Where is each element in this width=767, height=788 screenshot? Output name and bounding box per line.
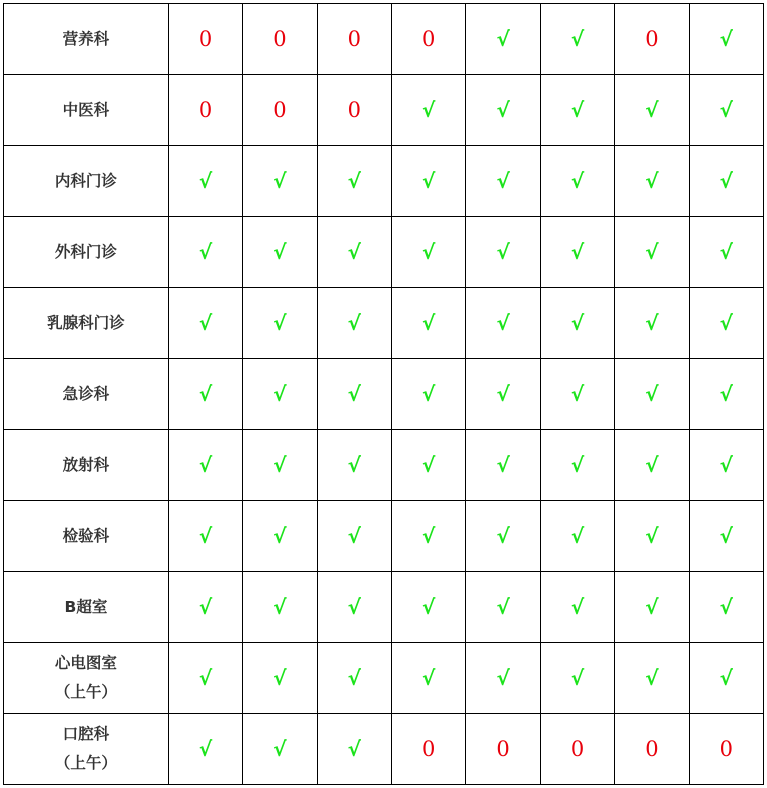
check-mark-icon: √ [273,453,287,477]
check-mark-icon: √ [198,453,213,477]
status-cell [243,288,317,359]
department-cell [4,146,169,217]
check-mark-icon: √ [422,240,436,264]
check-mark-icon: √ [570,666,585,690]
check-mark-icon: √ [422,595,436,619]
status-cell [466,430,540,501]
status-cell [540,714,614,785]
status-cell [392,714,466,785]
check-mark-icon: √ [645,666,659,690]
department-note: （上午） [54,683,117,701]
status-cell [392,643,466,714]
table-row [4,288,764,359]
check-mark-icon: √ [273,382,287,406]
check-mark-icon: √ [273,666,287,690]
status-cell [540,430,614,501]
table-body [4,4,764,785]
status-cell [540,4,614,75]
check-mark-icon: √ [347,737,361,761]
check-mark-icon: √ [198,666,213,690]
check-mark-icon: √ [570,98,585,122]
status-cell [243,430,317,501]
check-mark-icon: √ [347,240,361,264]
status-cell [466,288,540,359]
check-mark-icon: √ [719,382,733,406]
status-cell [466,643,540,714]
table-row [4,75,764,146]
department-cell [4,501,169,572]
check-mark-icon: √ [347,453,361,477]
department-name: 心电图室 [54,654,117,672]
check-mark-icon: √ [719,27,733,51]
check-mark-icon: √ [570,524,585,548]
check-mark-icon: √ [570,382,585,406]
check-mark-icon: √ [347,382,361,406]
check-mark-icon: √ [198,737,213,761]
table-row [4,217,764,288]
check-mark-icon: √ [645,169,659,193]
check-mark-icon: √ [273,311,287,335]
check-mark-icon: √ [719,240,733,264]
status-cell [540,501,614,572]
check-mark-icon: √ [570,311,585,335]
status-cell [168,288,242,359]
zero-mark: 0 [273,98,287,122]
check-mark-icon: √ [347,595,361,619]
check-mark-icon: √ [496,169,510,193]
check-mark-icon: √ [273,240,287,264]
zero-mark: 0 [645,737,659,761]
status-cell [392,4,466,75]
check-mark-icon: √ [496,311,510,335]
department-cell [4,714,169,785]
check-mark-icon: √ [570,27,585,51]
check-mark-icon: √ [422,311,436,335]
status-cell [615,572,689,643]
table-row [4,359,764,430]
check-mark-icon: √ [645,98,659,122]
status-cell [689,4,763,75]
department-name: 口腔科 [62,725,110,743]
department-name: 外科门诊 [54,242,117,261]
check-mark-icon: √ [496,524,510,548]
zero-mark: 0 [496,737,510,761]
status-cell [689,572,763,643]
status-cell [615,217,689,288]
check-mark-icon: √ [273,169,287,193]
status-cell [317,359,391,430]
check-mark-icon: √ [198,382,213,406]
department-schedule-table [3,3,764,785]
status-cell [243,359,317,430]
status-cell [540,643,614,714]
table-row [4,714,764,785]
department-cell [4,572,169,643]
status-cell [317,288,391,359]
check-mark-icon: √ [496,382,510,406]
table-row [4,146,764,217]
check-mark-icon: √ [570,169,585,193]
status-cell [689,359,763,430]
status-cell [243,501,317,572]
status-cell [466,359,540,430]
status-cell [243,146,317,217]
status-cell [615,430,689,501]
check-mark-icon: √ [496,240,510,264]
check-mark-icon: √ [496,453,510,477]
department-name: 乳腺科门诊 [47,313,125,332]
department-name: 营养科 [62,29,110,48]
status-cell [168,430,242,501]
status-cell [317,4,391,75]
status-cell [243,714,317,785]
department-name: 放射科 [62,455,110,474]
check-mark-icon: √ [645,595,659,619]
check-mark-icon: √ [422,666,436,690]
status-cell [243,217,317,288]
status-cell [392,359,466,430]
check-mark-icon: √ [198,169,213,193]
status-cell [317,146,391,217]
status-cell [689,288,763,359]
department-cell [4,288,169,359]
status-cell [243,572,317,643]
department-cell [4,359,169,430]
zero-mark: 0 [347,98,362,122]
status-cell [243,75,317,146]
status-cell [317,430,391,501]
status-cell [466,572,540,643]
status-cell [168,572,242,643]
check-mark-icon: √ [422,453,436,477]
check-mark-icon: √ [496,27,510,51]
check-mark-icon: √ [273,737,287,761]
status-cell [689,430,763,501]
status-cell [615,643,689,714]
check-mark-icon: √ [496,595,510,619]
check-mark-icon: √ [645,382,659,406]
department-name: 检验科 [62,526,110,545]
status-cell [540,288,614,359]
zero-mark: 0 [347,27,362,51]
zero-mark: 0 [570,737,585,761]
status-cell [615,4,689,75]
zero-mark: 0 [422,737,436,761]
status-cell [689,217,763,288]
status-cell [168,75,242,146]
zero-mark: 0 [198,27,213,51]
check-mark-icon: √ [496,98,510,122]
check-mark-icon: √ [719,169,733,193]
status-cell [392,430,466,501]
department-cell [4,75,169,146]
zero-mark: 0 [273,27,287,51]
status-cell [615,501,689,572]
department-name: 中医科 [62,100,110,119]
status-cell [540,75,614,146]
department-name: 急诊科 [62,384,110,403]
check-mark-icon: √ [422,98,436,122]
status-cell [466,501,540,572]
check-mark-icon: √ [645,524,659,548]
status-cell [392,501,466,572]
department-cell [4,643,169,714]
status-cell [689,75,763,146]
status-cell [317,643,391,714]
check-mark-icon: √ [347,524,361,548]
check-mark-icon: √ [570,240,585,264]
zero-mark: 0 [198,98,213,122]
check-mark-icon: √ [347,169,361,193]
status-cell [689,146,763,217]
check-mark-icon: √ [422,382,436,406]
check-mark-icon: √ [719,524,733,548]
status-cell [317,572,391,643]
zero-mark: 0 [645,27,659,51]
status-cell [243,643,317,714]
table-row [4,643,764,714]
status-cell [615,146,689,217]
check-mark-icon: √ [347,666,361,690]
department-cell [4,4,169,75]
zero-mark: 0 [422,27,436,51]
table-row [4,572,764,643]
status-cell [168,4,242,75]
status-cell [466,75,540,146]
status-cell [615,288,689,359]
table-row [4,430,764,501]
table-row [4,4,764,75]
check-mark-icon: √ [198,595,213,619]
check-mark-icon: √ [719,453,733,477]
status-cell [168,217,242,288]
check-mark-icon: √ [422,169,436,193]
status-cell [689,643,763,714]
status-cell [689,714,763,785]
status-cell [317,714,391,785]
status-cell [615,75,689,146]
status-cell [466,714,540,785]
status-cell [392,75,466,146]
check-mark-icon: √ [422,524,436,548]
check-mark-icon: √ [645,240,659,264]
status-cell [615,714,689,785]
table-row [4,501,764,572]
status-cell [392,572,466,643]
department-cell [4,430,169,501]
status-cell [243,4,317,75]
check-mark-icon: √ [198,311,213,335]
status-cell [392,217,466,288]
status-cell [540,572,614,643]
check-mark-icon: √ [570,453,585,477]
check-mark-icon: √ [645,311,659,335]
department-name: B超室 [64,597,108,616]
department-note: （上午） [54,754,117,772]
check-mark-icon: √ [719,666,733,690]
status-cell [168,359,242,430]
status-cell [168,643,242,714]
status-cell [466,4,540,75]
check-mark-icon: √ [273,524,287,548]
status-cell [392,146,466,217]
status-cell [540,217,614,288]
check-mark-icon: √ [570,595,585,619]
check-mark-icon: √ [198,240,213,264]
check-mark-icon: √ [719,595,733,619]
check-mark-icon: √ [719,98,733,122]
check-mark-icon: √ [273,595,287,619]
status-cell [168,146,242,217]
status-cell [466,217,540,288]
status-cell [317,501,391,572]
status-cell [540,146,614,217]
check-mark-icon: √ [198,524,213,548]
status-cell [540,359,614,430]
status-cell [392,288,466,359]
status-cell [689,501,763,572]
check-mark-icon: √ [347,311,361,335]
status-cell [168,714,242,785]
status-cell [317,217,391,288]
department-name: 内科门诊 [54,171,117,190]
status-cell [317,75,391,146]
check-mark-icon: √ [645,453,659,477]
check-mark-icon: √ [719,311,733,335]
zero-mark: 0 [719,737,733,761]
check-mark-icon: √ [496,666,510,690]
status-cell [168,501,242,572]
status-cell [466,146,540,217]
department-cell [4,217,169,288]
status-cell [615,359,689,430]
